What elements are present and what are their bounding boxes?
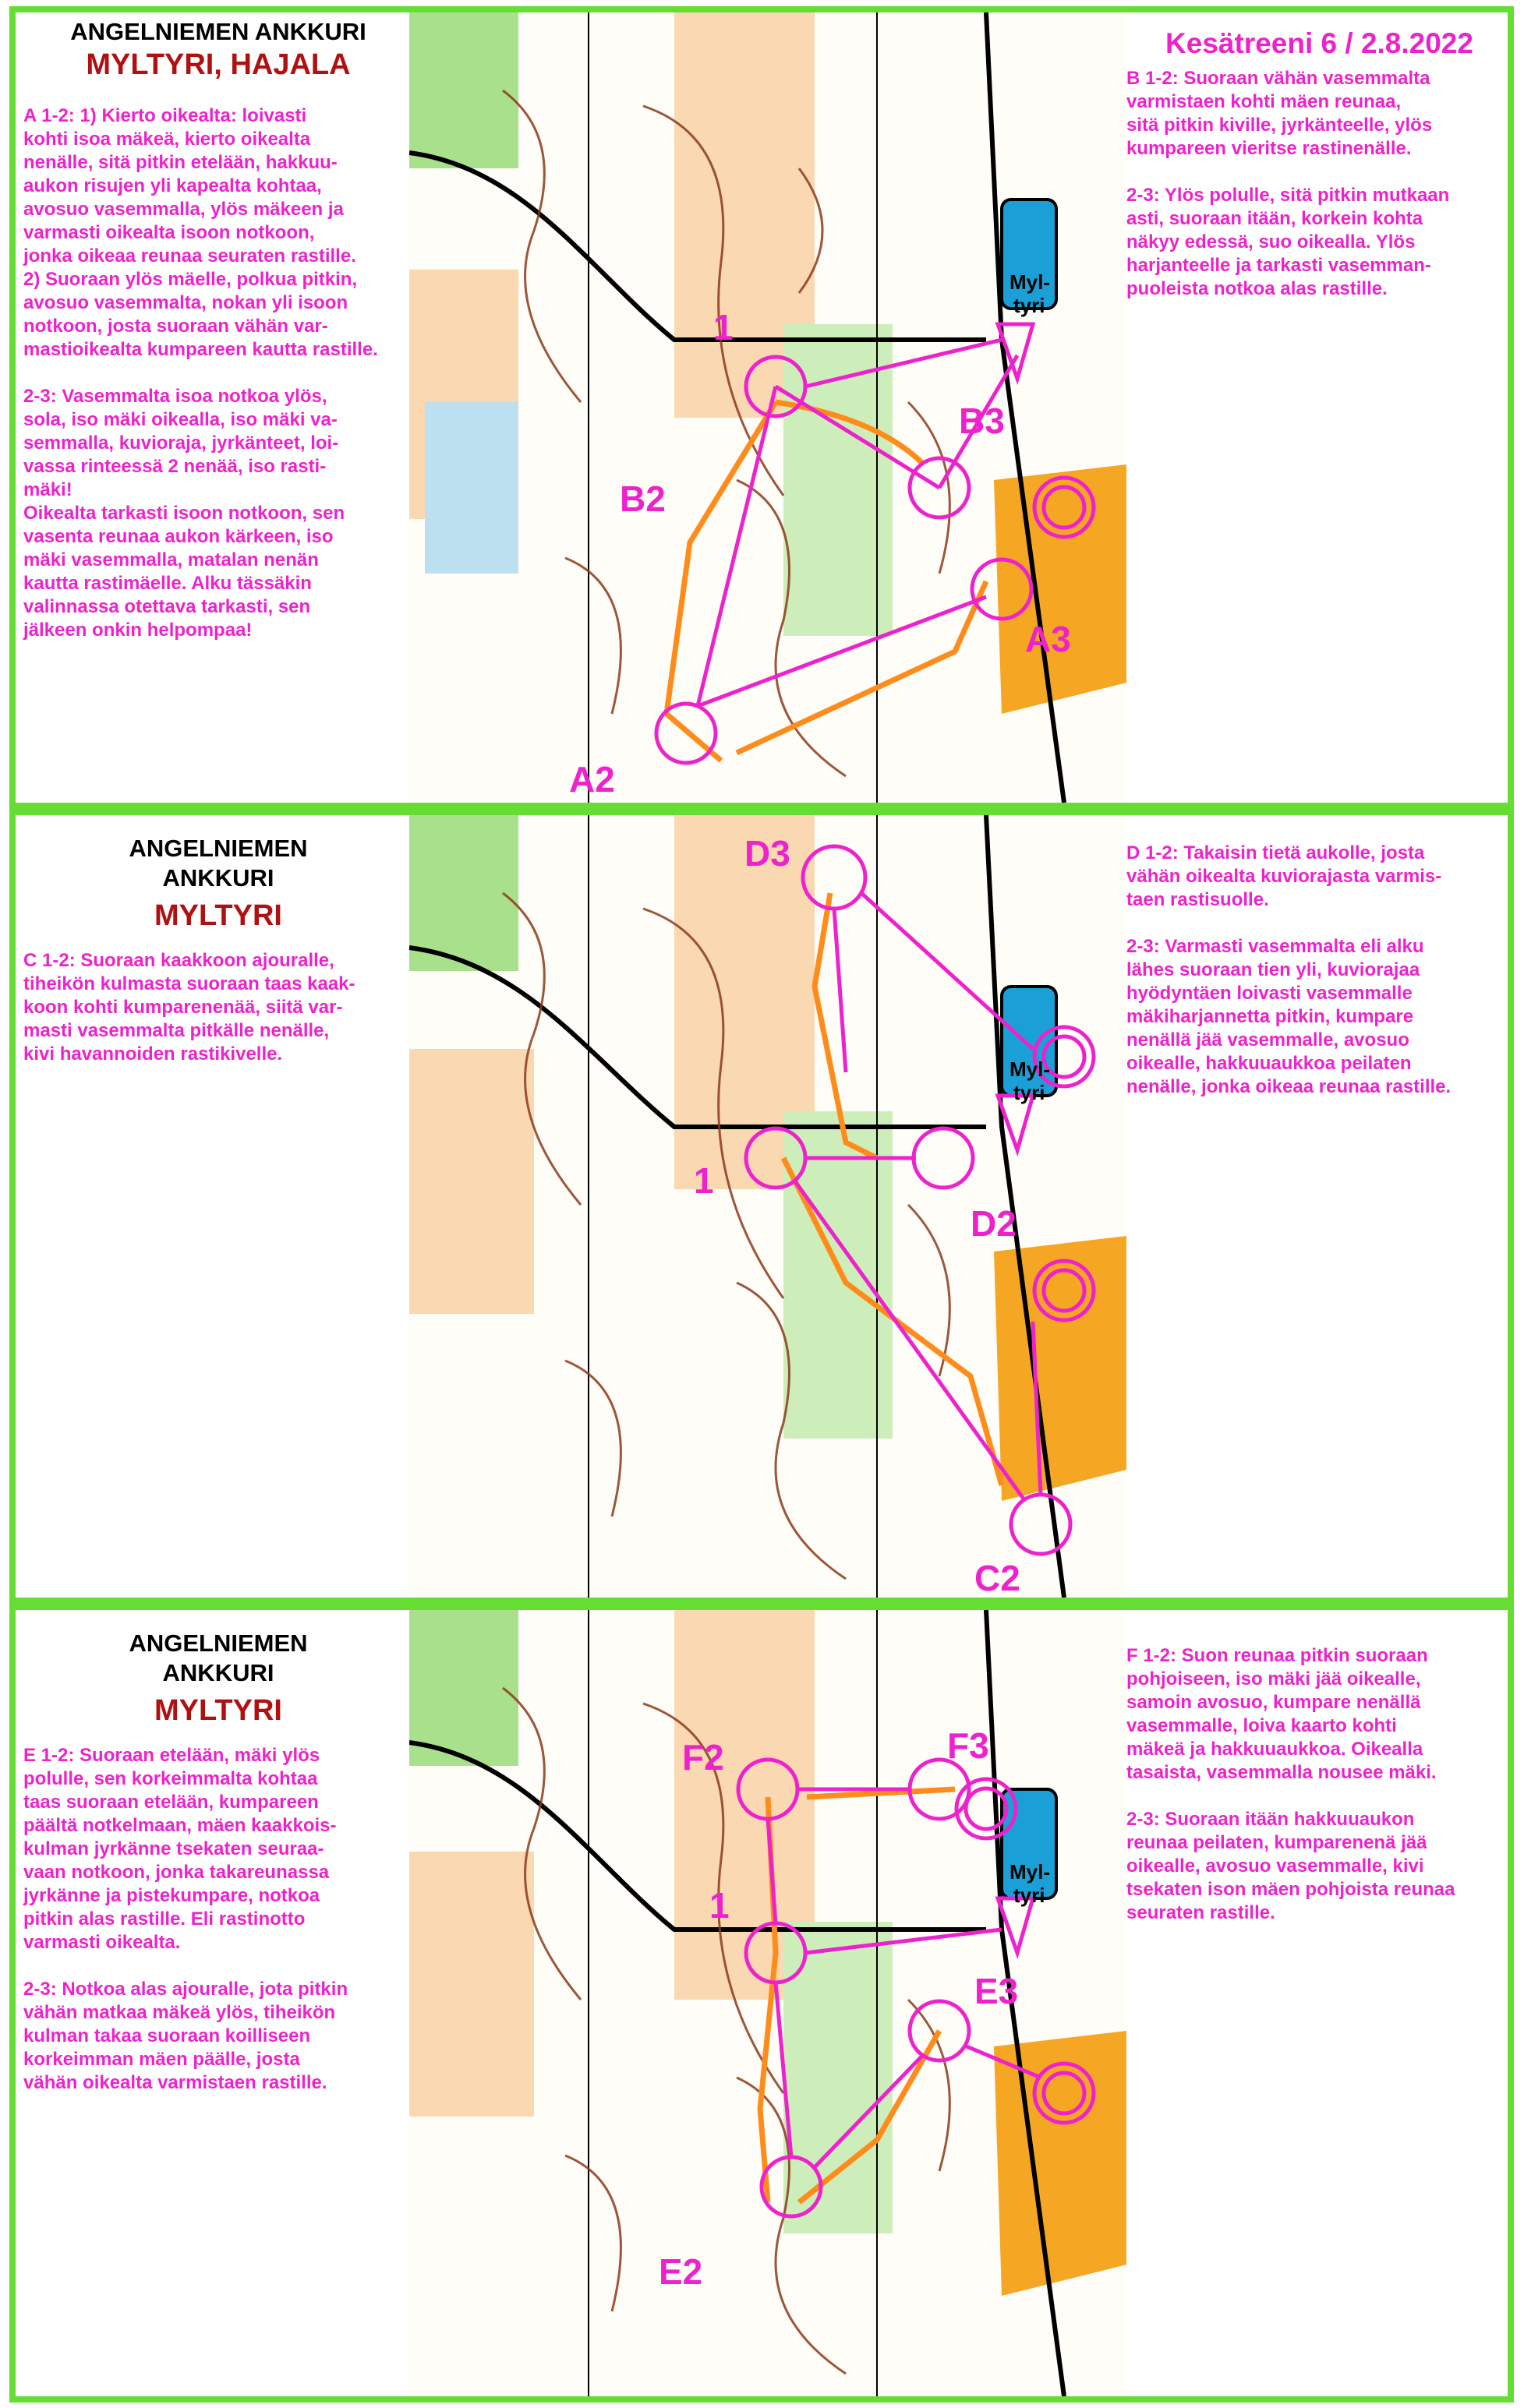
label-control-1: 1 [709,1885,730,1926]
panel-a-right-column [1126,12,1512,301]
panel-f-right-column [1126,1610,1512,1925]
label-f3: F3 [947,1725,989,1766]
label-e2: E2 [659,2251,703,2292]
map-text-myl: Myl- [1010,1860,1050,1884]
panel-f-instructions: F 1-2: Suon reunaa pitkin suoraan pohjoiseen, iso mäki jää oikealle, samoin avosuo, kumpare nenällä vasemmalle, loiva kaarto kohti mäkeä ja hakkuuaukkoa. Oikealla tasaista, vasemmalla nousee mäki. 2-3: Suoraan itään hakkuuaukon reunaa peilaten, kumparenenä jää oikealle, avosuo vasemmalle, kivi tsekaten ison mäen pohjoista reunaa seuraten rastille. [1126,1645,1455,1923]
panel-a-title: ANGELNIEMEN ANKKURI [70,18,366,45]
label-b2: B2 [620,478,666,519]
panel-c-title-line1: ANGELNIEMEN [129,835,308,862]
label-a3: A3 [1025,619,1071,659]
panel-c-d [9,809,1514,1604]
panel-b-instructions: B 1-2: Suoraan vähän vasemmalta varmistaen kohti mäen reunaa, sitä pitkin kiville, jyrkänteelle, ylös kumpareen vieritse rastinenälle. 2-3: Ylös polulle, sitä pitkin mutkaan asti, suoraan itään, korkein kohta näkyy edessä, suo oikealla. Ylös harjanteelle ja tarkasti vasemman- puoleista notkoa alas rastille. [1126,68,1450,299]
panel-a-b [9,6,1514,809]
map-text-tyri: tyri [1013,1884,1045,1907]
label-d3: D3 [744,833,790,874]
orienteering-map-e-f [409,1610,1126,2396]
label-d2: D2 [971,1203,1017,1244]
panel-c-title-line3: MYLTYRI [154,899,282,932]
panel-d-instructions: D 1-2: Takaisin tietä aukolle, josta vähän oikealta kuviorajasta varmis- taen rastisuolle. 2-3: Varmasti vasemmalta eli alku lähes suoraan tien yli, kuviorajaa hyödyntäen loivasti vasemmalle mäkiharjannetta pitkin, kumpare nenällä jää vasemmalle, avosuo oikealle, hakkuuaukkoa peilaten nenälle, jonka oikeaa reunaa rastille. [1126,842,1452,1097]
panel-a-instructions: A 1-2: 1) Kierto oikealta: loivasti kohti isoa mäkeä, kierto oikealta nenälle, sitä pitkin etelään, hakkuu- aukon risujen yli kapealta kohtaa, avosuo vasemmalla, ylös mäkeen ja varmasti oikealta isoon notkoon, jonka oikeaa reunaa seuraten rastille. 2) Suoraan ylös mäelle, polkua pitkin, avosuo vasemmalta, nokan yli isoon notkoon, josta suoraan vähän var- mastioikealta kumpareen kautta rastille. 2-3: Vasemmalta isoa notkoa ylös, sola, iso mäki oikealla, iso mäki va- semmalla, kuvioraja, jyrkänteet, loi- vassa rinteessä 2 nenää, iso rasti- mäki! Oikealta tarkasti isoon notkoon, sen vasenta reunaa aukon kärkeen, iso mäki vasemmalla, matalan nenän kautta rastimäelle. Alku tässäkin valinnassa otettava tarkasti, sen jälkeen onkin helpompaa! [23,105,378,641]
map-c-d [409,815,1126,1598]
panel-e-title-line2: ANKKURI [162,1659,274,1686]
panel-e-title-line3: MYLTYRI [154,1694,282,1727]
panel-c-title-line2: ANKKURI [162,864,274,892]
orienteering-map-a-b [409,12,1126,803]
panel-e-left-column [23,1610,413,2095]
map-text-myl: Myl- [1010,270,1050,294]
label-b3: B3 [959,401,1005,441]
panel-e-instructions: E 1-2: Suoraan etelään, mäki ylös polulle, sen korkeimmalta kohtaa taas suoraan etelään, kumpareen päältä notkelmaan, mäen kaakkois- kulman jyrkänne tsekaten seuraa- vaan notkoon, jonka takareunassa jyrkänne ja pistekumpare, notkoa pitkin alas rastille. Eli rastinotto varmasti oikealta. 2-3: Notkoa alas ajouralle, jota pitkin vähän matkaa mäkeä ylös, tiheikön kulman takaa suoraan koilliseen korkeimman mäen päälle, josta vähän oikealta varmistaen rastille. [23,1745,348,2093]
map-text-tyri: tyri [1013,294,1045,317]
map-e-f [409,1610,1126,2396]
panel-d-right-column [1126,815,1512,1099]
label-control-1: 1 [694,1160,714,1201]
label-a2: A2 [569,759,615,800]
panel-c-instructions: C 1-2: Suoraan kaakkoon ajouralle, tiheikön kulmasta suoraan taas kaak- koon kohti kumparenenää, siitä var- masti vasemmalta pitkälle nenälle, kivi havannoiden rastikivelle. [23,950,355,1065]
map-text-myl: Myl- [1010,1057,1050,1081]
panel-e-title-line1: ANGELNIEMEN [129,1629,308,1657]
label-control-1: 1 [713,307,734,348]
orienteering-map-c-d [409,815,1126,1598]
label-c2: C2 [974,1558,1020,1598]
panel-c-left-column [23,815,413,1066]
panel-e-f [9,1604,1514,2403]
map-text-tyri: tyri [1013,1081,1045,1104]
map-a-b [409,12,1126,803]
panel-a-subtitle: MYLTYRI, HAJALA [86,48,351,81]
label-f2: F2 [682,1737,724,1778]
panel-a-left-column [23,12,413,642]
headline-date: Kesätreeni 6 / 2.8.2022 [1165,27,1473,59]
label-e3: E3 [974,1971,1019,2011]
